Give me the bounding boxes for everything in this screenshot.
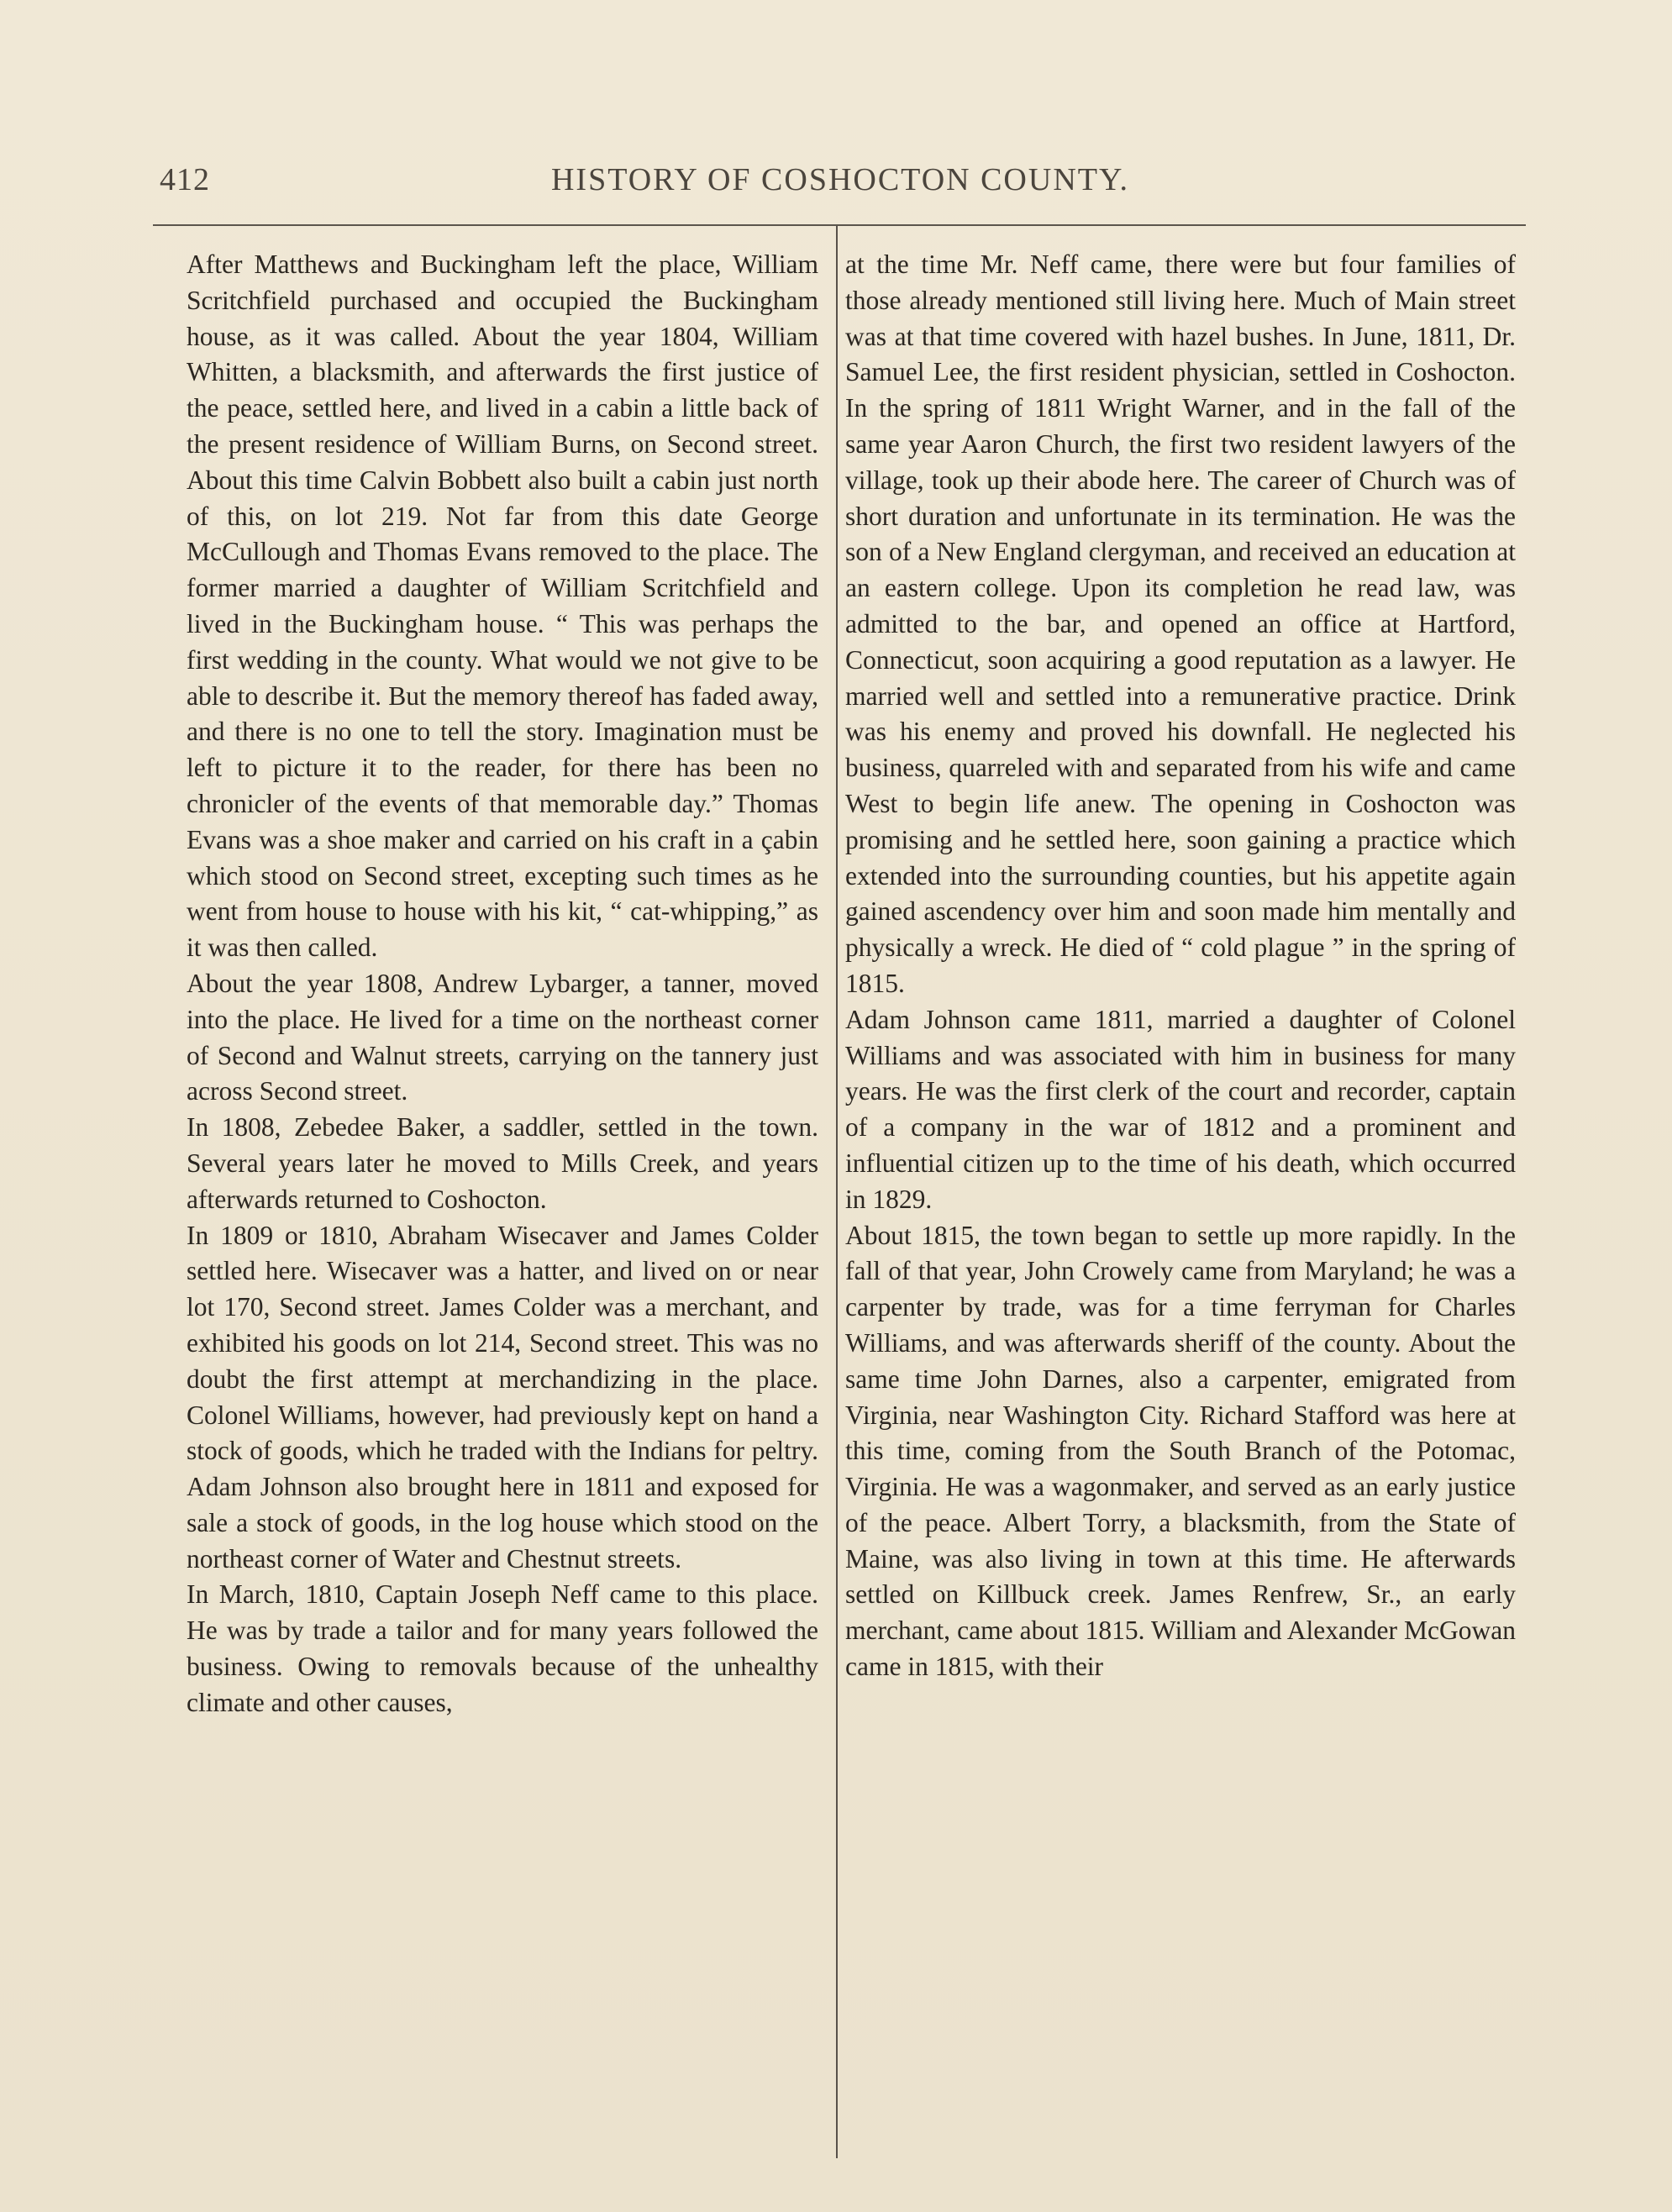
- page-header: [160, 161, 1521, 212]
- right-paragraph-1: at the time Mr. Neff came, there were but four families of those already mentioned still living here. Much of Main street was at that time covered with hazel bushes. In June, 1811, Dr. Samuel Lee, the first resident physician, settled in Coshocton. In the spring of 1811 Wright Warner, and in the fall of the same year Aaron Church, the first two resident lawyers of the village, took up their abode here. The career of Church was of short duration and unfortunate in its termination. He was the son of a New England clergyman, and received an education at an eastern college. Upon its completion he read law, was admitted to the bar, and opened an office at Hartford, Connecticut, soon acquiring a good reputation as a lawyer. He married well and settled into a remunerative practice. Drink was his enemy and proved his downfall. He neglected his business, quarreled with and separated from his wife and came West to begin life anew. The opening in Coshocton was promising and he settled here, soon gaining a practice which extended into the surrounding counties, but his appetite again gained ascendency over him and soon made him mentally and physically a wreck. He died of “ cold plague ” in the spring of 1815.: [845, 250, 1516, 998]
- left-paragraph-2: About the year 1808, Andrew Lybarger, a tanner, moved into the place. He lived for a time on the northeast corner of Second and Walnut streets, carrying on the tannery just across Second street.: [187, 968, 818, 1106]
- left-paragraph-3: In 1808, Zebedee Baker, a saddler, settled in the town. Several years later he moved to Mills Creek, and years afterwards returned to Coshocton.: [187, 1112, 818, 1214]
- column-divider: [836, 226, 838, 2158]
- left-paragraph-4: In 1809 or 1810, Abraham Wisecaver and James Colder settled here. Wisecaver was a hatter, and lived on or near lot 170, Second street. James Colder was a merchant, and exhibited his goods on lot 214, Second street. This was no doubt the first attempt at merchandizing in the place. Colonel Williams, however, had previously kept on hand a stock of goods, which he traded with the Indians for peltry. Adam Johnson also brought here in 1811 and exposed for sale a stock of goods, in the log house which stood on the northeast corner of Water and Chestnut streets.: [187, 1220, 818, 1574]
- right-column: [845, 247, 1516, 1685]
- right-paragraph-2: Adam Johnson came 1811, married a daughter of Colonel Williams and was associated with him in business for many years. He was the first clerk of the court and recorder, captain of a company in the war of 1812 and a prominent and influential citizen up to the time of his death, which occurred in 1829.: [845, 1004, 1516, 1214]
- running-head: HISTORY OF COSHOCTON COUNTY.: [550, 162, 1130, 197]
- page-number: 412: [160, 162, 210, 197]
- left-column: [187, 247, 818, 1721]
- right-paragraph-3: About 1815, the town began to settle up more rapidly. In the fall of that year, John Crowely came from Maryland; he was a carpenter by trade, was for a time ferryman for Charles Williams, and was afterwards sheriff of the county. About the same time John Darnes, also a carpenter, emigrated from Virginia, near Washington City. Richard Stafford was here at this time, coming from the South Branch of the Potomac, Virginia. He was a wagonmaker, and served as an early justice of the peace. Albert Torry, a blacksmith, from the State of Maine, was also living in town at this time. He afterwards settled on Killbuck creek. James Renfrew, Sr., an early merchant, came about 1815. William and Alexander McGowan came in 1815, with their: [845, 1220, 1516, 1682]
- left-paragraph-5: In March, 1810, Captain Joseph Neff came to this place. He was by trade a tailor and for many years followed the business. Owing to removals because of the unhealthy climate and other causes,: [187, 1579, 818, 1717]
- left-paragraph-1: After Matthews and Buckingham left the place, William Scritchfield purchased and occupied the Buckingham house, as it was called. About the year 1804, William Whitten, a blacksmith, and afterwards the first justice of the peace, settled here, and lived in a cabin a little back of the present residence of William Burns, on Second street. About this time Calvin Bobbett also built a cabin just north of this, on lot 219. Not far from this date George McCullough and Thomas Evans removed to the place. The former married a daughter of William Scritchfield and lived in the Buckingham house. “ This was perhaps the first wedding in the county. What would we not give to be able to describe it. But the memory thereof has faded away, and there is no one to tell the story. Imagination must be left to picture it to the reader, for there has been no chronicler of the events of that memorable day.” Thomas Evans was a shoe maker and carried on his craft in a çabin which stood on Second street, excepting such times as he went from house to house with his kit, “ cat-whipping,” as it was then called.: [187, 250, 818, 963]
- header-rule: [153, 224, 1526, 226]
